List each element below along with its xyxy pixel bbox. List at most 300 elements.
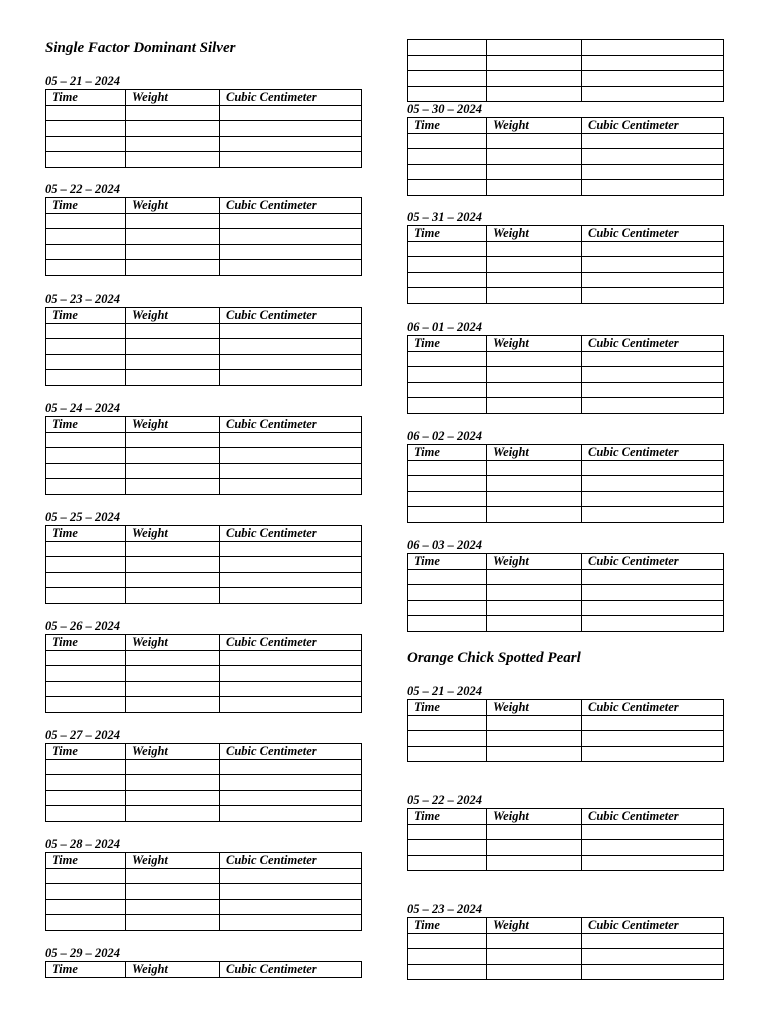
- entry-cell[interactable]: [408, 949, 487, 965]
- table-header-row: [408, 700, 724, 716]
- table-row: [408, 964, 724, 980]
- weight-header: Weight: [126, 962, 220, 978]
- entry-cell[interactable]: [220, 339, 362, 355]
- table-row: [46, 479, 362, 495]
- entry-cell[interactable]: [126, 759, 220, 775]
- entry-cell[interactable]: [582, 367, 724, 383]
- entry-cell[interactable]: [220, 152, 362, 168]
- cubic-centimeter-header: Cubic Centimeter: [220, 308, 362, 324]
- log-table: [45, 852, 362, 931]
- weight-header: Weight: [487, 445, 582, 461]
- entry-cell[interactable]: [582, 288, 724, 304]
- entry-cell[interactable]: [408, 491, 487, 507]
- table-row: [408, 241, 724, 257]
- entry-cell[interactable]: [220, 790, 362, 806]
- table-row: [46, 588, 362, 604]
- entry-cell[interactable]: [487, 616, 582, 632]
- weight-header: Weight: [487, 118, 582, 134]
- entry-cell[interactable]: [126, 479, 220, 495]
- entry-cell[interactable]: [126, 136, 220, 152]
- table-row: [46, 790, 362, 806]
- log-table: [45, 307, 362, 386]
- entry-cell[interactable]: [46, 105, 126, 121]
- table-row: [46, 884, 362, 900]
- entry-cell[interactable]: [220, 572, 362, 588]
- entry-cell[interactable]: [126, 260, 220, 276]
- time-header: Time: [408, 445, 487, 461]
- cubic-centimeter-header: Cubic Centimeter: [582, 700, 724, 716]
- entry-cell[interactable]: [487, 949, 582, 965]
- entry-cell[interactable]: [582, 746, 724, 762]
- table-row: [408, 257, 724, 273]
- entry-cell[interactable]: [46, 432, 126, 448]
- date-heading: 05 – 29 – 2024: [45, 946, 120, 960]
- entry-cell[interactable]: [126, 105, 220, 121]
- entry-cell[interactable]: [408, 180, 487, 196]
- table-row: [46, 541, 362, 557]
- table-row: [46, 697, 362, 713]
- entry-cell[interactable]: [582, 382, 724, 398]
- log-table: [45, 197, 362, 276]
- entry-cell[interactable]: [220, 105, 362, 121]
- entry-cell[interactable]: [582, 824, 724, 840]
- entry-cell[interactable]: [46, 213, 126, 229]
- table-header-row: [46, 417, 362, 433]
- entry-cell[interactable]: [408, 585, 487, 601]
- entry-cell[interactable]: [46, 697, 126, 713]
- entry-cell[interactable]: [220, 666, 362, 682]
- entry-cell[interactable]: [126, 229, 220, 245]
- entry-cell[interactable]: [487, 71, 582, 87]
- entry-cell[interactable]: [408, 133, 487, 149]
- entry-cell[interactable]: [408, 398, 487, 414]
- entry-cell[interactable]: [408, 855, 487, 871]
- table-row: [408, 585, 724, 601]
- entry-cell[interactable]: [126, 152, 220, 168]
- entry-cell[interactable]: [582, 964, 724, 980]
- table-header-row: [46, 526, 362, 542]
- entry-cell[interactable]: [220, 775, 362, 791]
- entry-cell[interactable]: [220, 681, 362, 697]
- weight-header: Weight: [487, 336, 582, 352]
- log-table: [45, 961, 362, 978]
- log-table: [45, 743, 362, 822]
- table-row: [408, 180, 724, 196]
- table-row: [46, 681, 362, 697]
- table-row: [46, 806, 362, 822]
- entry-cell[interactable]: [126, 915, 220, 931]
- table-row: [408, 746, 724, 762]
- entry-cell[interactable]: [220, 650, 362, 666]
- entry-cell[interactable]: [126, 884, 220, 900]
- entry-cell[interactable]: [582, 855, 724, 871]
- entry-cell[interactable]: [487, 398, 582, 414]
- table-row: [46, 213, 362, 229]
- table-row: [408, 949, 724, 965]
- entry-cell[interactable]: [582, 569, 724, 585]
- entry-cell[interactable]: [46, 354, 126, 370]
- entry-cell[interactable]: [582, 460, 724, 476]
- table-row: [408, 507, 724, 523]
- weight-header: Weight: [126, 635, 220, 651]
- table-row: [46, 260, 362, 276]
- table-row: [46, 899, 362, 915]
- entry-cell[interactable]: [46, 136, 126, 152]
- table-header-row: [408, 918, 724, 934]
- time-header: Time: [46, 90, 126, 106]
- entry-cell[interactable]: [582, 507, 724, 523]
- date-heading: 05 – 31 – 2024: [407, 210, 482, 224]
- entry-cell[interactable]: [126, 354, 220, 370]
- log-table: [407, 444, 724, 523]
- entry-cell[interactable]: [408, 460, 487, 476]
- entry-cell[interactable]: [46, 323, 126, 339]
- entry-cell[interactable]: [220, 588, 362, 604]
- entry-cell[interactable]: [487, 476, 582, 492]
- entry-cell[interactable]: [408, 840, 487, 856]
- table-header-row: [46, 308, 362, 324]
- entry-cell[interactable]: [46, 915, 126, 931]
- cubic-centimeter-header: Cubic Centimeter: [582, 226, 724, 242]
- entry-cell[interactable]: [408, 933, 487, 949]
- entry-cell[interactable]: [582, 616, 724, 632]
- entry-cell[interactable]: [487, 746, 582, 762]
- entry-cell[interactable]: [126, 899, 220, 915]
- time-header: Time: [408, 700, 487, 716]
- entry-cell[interactable]: [46, 244, 126, 260]
- entry-cell[interactable]: [582, 949, 724, 965]
- log-table: [407, 335, 724, 414]
- entry-cell[interactable]: [408, 272, 487, 288]
- entry-cell[interactable]: [408, 746, 487, 762]
- entry-cell[interactable]: [487, 585, 582, 601]
- entry-cell[interactable]: [220, 448, 362, 464]
- table-row: [46, 775, 362, 791]
- entry-cell[interactable]: [46, 260, 126, 276]
- entry-cell[interactable]: [126, 572, 220, 588]
- table-row: [46, 650, 362, 666]
- entry-cell[interactable]: [220, 260, 362, 276]
- table-row: [46, 105, 362, 121]
- entry-cell[interactable]: [46, 868, 126, 884]
- entry-cell[interactable]: [582, 491, 724, 507]
- table-row: [408, 164, 724, 180]
- entry-cell[interactable]: [582, 398, 724, 414]
- entry-cell[interactable]: [46, 229, 126, 245]
- entry-cell[interactable]: [46, 572, 126, 588]
- entry-cell[interactable]: [408, 288, 487, 304]
- entry-cell[interactable]: [220, 136, 362, 152]
- weight-header: Weight: [487, 226, 582, 242]
- entry-cell[interactable]: [126, 339, 220, 355]
- table-row: [46, 229, 362, 245]
- entry-cell[interactable]: [220, 323, 362, 339]
- entry-cell[interactable]: [46, 899, 126, 915]
- entry-cell[interactable]: [126, 775, 220, 791]
- entry-cell[interactable]: [487, 824, 582, 840]
- entry-cell[interactable]: [126, 541, 220, 557]
- entry-cell[interactable]: [126, 806, 220, 822]
- entry-cell[interactable]: [46, 666, 126, 682]
- entry-cell[interactable]: [408, 731, 487, 747]
- cubic-centimeter-header: Cubic Centimeter: [220, 417, 362, 433]
- time-header: Time: [408, 809, 487, 825]
- entry-cell[interactable]: [46, 370, 126, 386]
- table-header-row: [46, 744, 362, 760]
- table-row: [46, 432, 362, 448]
- log-table: [407, 225, 724, 304]
- entry-cell[interactable]: [46, 121, 126, 137]
- entry-cell[interactable]: [582, 71, 724, 87]
- entry-cell[interactable]: [46, 479, 126, 495]
- entry-cell[interactable]: [582, 40, 724, 56]
- entry-cell[interactable]: [46, 790, 126, 806]
- table-row: [46, 370, 362, 386]
- table-row: [408, 351, 724, 367]
- table-row: [408, 149, 724, 165]
- entry-cell[interactable]: [408, 824, 487, 840]
- entry-cell[interactable]: [582, 149, 724, 165]
- entry-cell[interactable]: [408, 40, 487, 56]
- entry-cell[interactable]: [220, 370, 362, 386]
- entry-cell[interactable]: [46, 152, 126, 168]
- entry-cell[interactable]: [487, 241, 582, 257]
- entry-cell[interactable]: [582, 180, 724, 196]
- entry-cell[interactable]: [408, 86, 487, 102]
- entry-cell[interactable]: [126, 244, 220, 260]
- date-heading: 05 – 30 – 2024: [407, 102, 482, 116]
- cubic-centimeter-header: Cubic Centimeter: [220, 744, 362, 760]
- entry-cell[interactable]: [582, 476, 724, 492]
- entry-cell[interactable]: [220, 884, 362, 900]
- entry-cell[interactable]: [220, 463, 362, 479]
- time-header: Time: [46, 417, 126, 433]
- entry-cell[interactable]: [408, 476, 487, 492]
- entry-cell[interactable]: [487, 600, 582, 616]
- cubic-centimeter-header: Cubic Centimeter: [220, 90, 362, 106]
- entry-cell[interactable]: [582, 351, 724, 367]
- entry-cell[interactable]: [408, 164, 487, 180]
- entry-cell[interactable]: [487, 149, 582, 165]
- entry-cell[interactable]: [582, 715, 724, 731]
- entry-cell[interactable]: [487, 272, 582, 288]
- entry-cell[interactable]: [220, 213, 362, 229]
- entry-cell[interactable]: [408, 964, 487, 980]
- weight-header: Weight: [487, 700, 582, 716]
- entry-cell[interactable]: [487, 569, 582, 585]
- entry-cell[interactable]: [220, 557, 362, 573]
- entry-cell[interactable]: [582, 257, 724, 273]
- entry-cell[interactable]: [220, 229, 362, 245]
- table-row: [46, 121, 362, 137]
- date-heading: 05 – 28 – 2024: [45, 837, 120, 851]
- section-title: Single Factor Dominant Silver: [45, 40, 236, 56]
- entry-cell[interactable]: [408, 351, 487, 367]
- date-heading: 05 – 24 – 2024: [45, 401, 120, 415]
- cubic-centimeter-header: Cubic Centimeter: [220, 526, 362, 542]
- entry-cell[interactable]: [46, 339, 126, 355]
- entry-cell[interactable]: [46, 448, 126, 464]
- table-header-row: [46, 962, 362, 978]
- log-table: [407, 808, 724, 871]
- table-header-row: [408, 554, 724, 570]
- entry-cell[interactable]: [487, 133, 582, 149]
- entry-cell[interactable]: [408, 71, 487, 87]
- table-row: [46, 868, 362, 884]
- entry-cell[interactable]: [46, 650, 126, 666]
- entry-cell[interactable]: [487, 715, 582, 731]
- entry-cell[interactable]: [408, 257, 487, 273]
- entry-cell[interactable]: [126, 650, 220, 666]
- table-row: [408, 398, 724, 414]
- weight-header: Weight: [487, 554, 582, 570]
- entry-cell[interactable]: [126, 868, 220, 884]
- entry-cell[interactable]: [487, 964, 582, 980]
- entry-cell[interactable]: [220, 915, 362, 931]
- cubic-centimeter-header: Cubic Centimeter: [220, 635, 362, 651]
- entry-cell[interactable]: [487, 382, 582, 398]
- entry-cell[interactable]: [487, 367, 582, 383]
- entry-cell[interactable]: [126, 213, 220, 229]
- weight-header: Weight: [126, 417, 220, 433]
- entry-cell[interactable]: [582, 600, 724, 616]
- entry-cell[interactable]: [408, 149, 487, 165]
- table-row: [408, 460, 724, 476]
- weight-header: Weight: [126, 853, 220, 869]
- table-header-row: [408, 336, 724, 352]
- entry-cell[interactable]: [408, 367, 487, 383]
- entry-cell[interactable]: [220, 697, 362, 713]
- entry-cell[interactable]: [220, 432, 362, 448]
- entry-cell[interactable]: [408, 600, 487, 616]
- time-header: Time: [46, 198, 126, 214]
- entry-cell[interactable]: [46, 806, 126, 822]
- entry-cell[interactable]: [126, 790, 220, 806]
- table-row: [408, 382, 724, 398]
- entry-cell[interactable]: [126, 681, 220, 697]
- log-table: [45, 634, 362, 713]
- entry-cell[interactable]: [582, 840, 724, 856]
- entry-cell[interactable]: [487, 164, 582, 180]
- time-header: Time: [408, 118, 487, 134]
- table-row: [46, 572, 362, 588]
- entry-cell[interactable]: [220, 121, 362, 137]
- entry-cell[interactable]: [487, 491, 582, 507]
- entry-cell[interactable]: [220, 541, 362, 557]
- entry-cell[interactable]: [582, 731, 724, 747]
- entry-cell[interactable]: [487, 288, 582, 304]
- table-row: [408, 933, 724, 949]
- entry-cell[interactable]: [487, 86, 582, 102]
- table-row: [46, 448, 362, 464]
- entry-cell[interactable]: [582, 272, 724, 288]
- date-heading: 05 – 23 – 2024: [407, 902, 482, 916]
- table-header-row: [46, 635, 362, 651]
- entry-cell[interactable]: [46, 681, 126, 697]
- cubic-centimeter-header: Cubic Centimeter: [220, 198, 362, 214]
- log-table: [45, 525, 362, 604]
- entry-cell[interactable]: [46, 463, 126, 479]
- entry-cell[interactable]: [582, 86, 724, 102]
- entry-cell[interactable]: [487, 840, 582, 856]
- entry-cell[interactable]: [220, 479, 362, 495]
- entry-cell[interactable]: [220, 899, 362, 915]
- weight-header: Weight: [126, 308, 220, 324]
- entry-cell[interactable]: [220, 759, 362, 775]
- entry-cell[interactable]: [487, 351, 582, 367]
- entry-cell[interactable]: [487, 180, 582, 196]
- table-row: [46, 244, 362, 260]
- entry-cell[interactable]: [582, 241, 724, 257]
- table-row: [46, 136, 362, 152]
- date-heading: 06 – 02 – 2024: [407, 429, 482, 443]
- entry-cell[interactable]: [220, 806, 362, 822]
- entry-cell[interactable]: [487, 507, 582, 523]
- time-header: Time: [46, 853, 126, 869]
- entry-cell[interactable]: [126, 697, 220, 713]
- entry-cell[interactable]: [46, 759, 126, 775]
- entry-cell[interactable]: [126, 370, 220, 386]
- cubic-centimeter-header: Cubic Centimeter: [582, 118, 724, 134]
- entry-cell[interactable]: [408, 616, 487, 632]
- entry-cell[interactable]: [582, 933, 724, 949]
- entry-cell[interactable]: [126, 121, 220, 137]
- date-heading: 06 – 01 – 2024: [407, 320, 482, 334]
- entry-cell[interactable]: [220, 868, 362, 884]
- entry-cell[interactable]: [408, 382, 487, 398]
- entry-cell[interactable]: [487, 257, 582, 273]
- entry-cell[interactable]: [126, 557, 220, 573]
- entry-cell[interactable]: [408, 507, 487, 523]
- entry-cell[interactable]: [126, 588, 220, 604]
- time-header: Time: [408, 336, 487, 352]
- table-header-row: [408, 118, 724, 134]
- entry-cell[interactable]: [487, 55, 582, 71]
- table-header-row: [46, 853, 362, 869]
- entry-cell[interactable]: [126, 448, 220, 464]
- entry-cell[interactable]: [408, 55, 487, 71]
- entry-cell[interactable]: [46, 557, 126, 573]
- cubic-centimeter-header: Cubic Centimeter: [582, 445, 724, 461]
- entry-cell[interactable]: [582, 133, 724, 149]
- table-row: [408, 840, 724, 856]
- entry-cell[interactable]: [408, 715, 487, 731]
- entry-cell[interactable]: [126, 432, 220, 448]
- entry-cell[interactable]: [126, 463, 220, 479]
- entry-cell[interactable]: [487, 855, 582, 871]
- time-header: Time: [46, 635, 126, 651]
- entry-cell[interactable]: [408, 569, 487, 585]
- entry-cell[interactable]: [408, 241, 487, 257]
- entry-cell[interactable]: [582, 55, 724, 71]
- entry-cell[interactable]: [126, 666, 220, 682]
- entry-cell[interactable]: [126, 323, 220, 339]
- table-row: [408, 715, 724, 731]
- table-row: [408, 288, 724, 304]
- entry-cell[interactable]: [46, 541, 126, 557]
- entry-cell[interactable]: [46, 775, 126, 791]
- entry-cell[interactable]: [46, 884, 126, 900]
- entry-cell[interactable]: [46, 588, 126, 604]
- entry-cell[interactable]: [487, 731, 582, 747]
- entry-cell[interactable]: [487, 40, 582, 56]
- entry-cell[interactable]: [220, 354, 362, 370]
- entry-cell[interactable]: [582, 585, 724, 601]
- entry-cell[interactable]: [582, 164, 724, 180]
- entry-cell[interactable]: [487, 933, 582, 949]
- entry-cell[interactable]: [220, 244, 362, 260]
- entry-cell[interactable]: [487, 460, 582, 476]
